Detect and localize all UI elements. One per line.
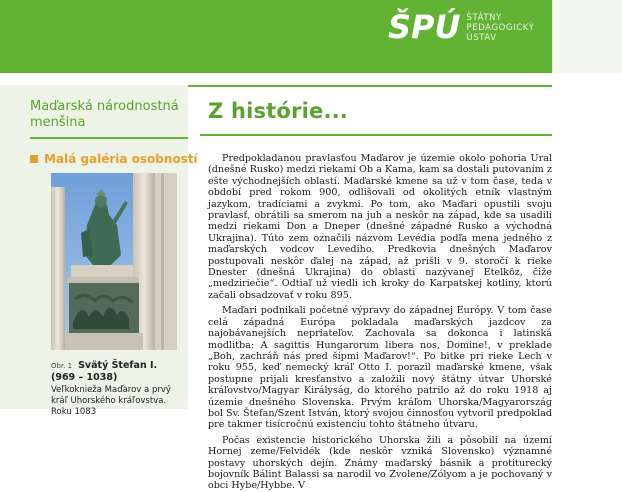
paragraph: Maďari podnikali početné výpravy do západnej Európy. V tom čase celá západná Európa pokladala maďarských jazdcov za najobávanejších nepriateľov. Zachovala sa dokonca i latinská modlitba: A sagittis Hungarorum libera nos, Domine!, v preklade „Boh, zachráň nás pred šípmi Maďarov!“. Po bitke pri rieke Lech v roku 955, keď nemecký kráľ Otto I. porazil maďarské kmene, však postupne prijali kresťanstvo a založili nový štátny útvar Uhorské kráľovstvo/Magyar Királyság, do ktorého patrilo až do roku 1918 aj územie dnešného Slovenska. Prvým kráľom Uhorska/Magyarország bol Sv. Štefan/Szent István, ktorý svojou činnosťou vytvoril predpoklad pre takmer tisícročnú existenciu tohto štátneho útvaru. bbox=[208, 305, 552, 431]
square-bullet-icon bbox=[30, 155, 38, 163]
photo-caption bbox=[51, 360, 183, 418]
figure-number: Obr. 1 bbox=[51, 362, 73, 370]
header-margin bbox=[552, 0, 622, 73]
article-body bbox=[208, 153, 552, 492]
logo-text bbox=[466, 13, 534, 43]
figure-name: Svätý Štefan I. bbox=[78, 360, 158, 371]
statue-photo bbox=[51, 173, 177, 350]
sidebar-divider bbox=[30, 137, 188, 139]
logo-mark: ŠPÚ bbox=[388, 8, 461, 46]
paragraph: Počas existencie historického Uhorska žili a pôsobili na území Hornej zeme/Felvidék (kde neskôr vzniká Slovensko) významné postavy uhorských dejín. Známy maďarský básnik a protiturecký bojovník Bálint Balassi sa narodil vo Zvolene/Zólyom a je pochovaný v obci Hybe/Hybbe. V bbox=[208, 434, 552, 492]
spu-logo bbox=[388, 10, 534, 44]
page-title: Z histórie... bbox=[208, 99, 348, 123]
logo-line-3: ÚSTAV bbox=[466, 33, 497, 43]
figure-years: (969 – 1038) bbox=[51, 372, 118, 383]
gallery-heading bbox=[30, 152, 198, 166]
logo-line-2: PEDAGOGICKÝ bbox=[466, 23, 535, 33]
logo-line-1: ŠTÁTNY bbox=[466, 13, 502, 23]
main-top-divider bbox=[188, 85, 552, 87]
section-title: Maďarská národnostná menšina bbox=[30, 99, 179, 130]
figure-description: Veľkokniežа Maďarov a prvý kráľ Uhorského kráľovstva. Roku 1083 bbox=[51, 385, 171, 417]
title-divider bbox=[200, 134, 552, 136]
paragraph: Predpokladanou pravlasťou Maďarov je územie okolo pohoria Ural (dnešné Rusko) medzi riekami Ob a Kama, kam sa dostali putovaním z ešte východnejších oblastí. Maďarské kmene sa už v tom čase, teda v období pred rokom 900, odlišovali od okolitých etník vlastným jazykom, tradíciami a zvykmi. Po tom, ako Maďari opustili svoju pravlasť, obrátili sa smerom na juh a neskôr na západ, kde sa usadili medzi riekami Don a Dneper (dnešné západné Rusko a východná Ukrajina). Túto zem označili názvom Levédia podľa mena jedného z maďarských vodcov Levediho. Predkovia dnešných Maďarov postupovali neskôr ďalej na západ, až prišli v 9. storočí k rieke Dnester (dnešná Ukrajina) do oblasti nazývanej Etelköz, čiže „medziriečie“. Odtiaľ už viedli ich kroky do Karpatskej kotliny, ktorú začali obsadzovať v roku 895. bbox=[208, 153, 552, 301]
gallery-title: Malá galéria osobností bbox=[44, 152, 198, 166]
